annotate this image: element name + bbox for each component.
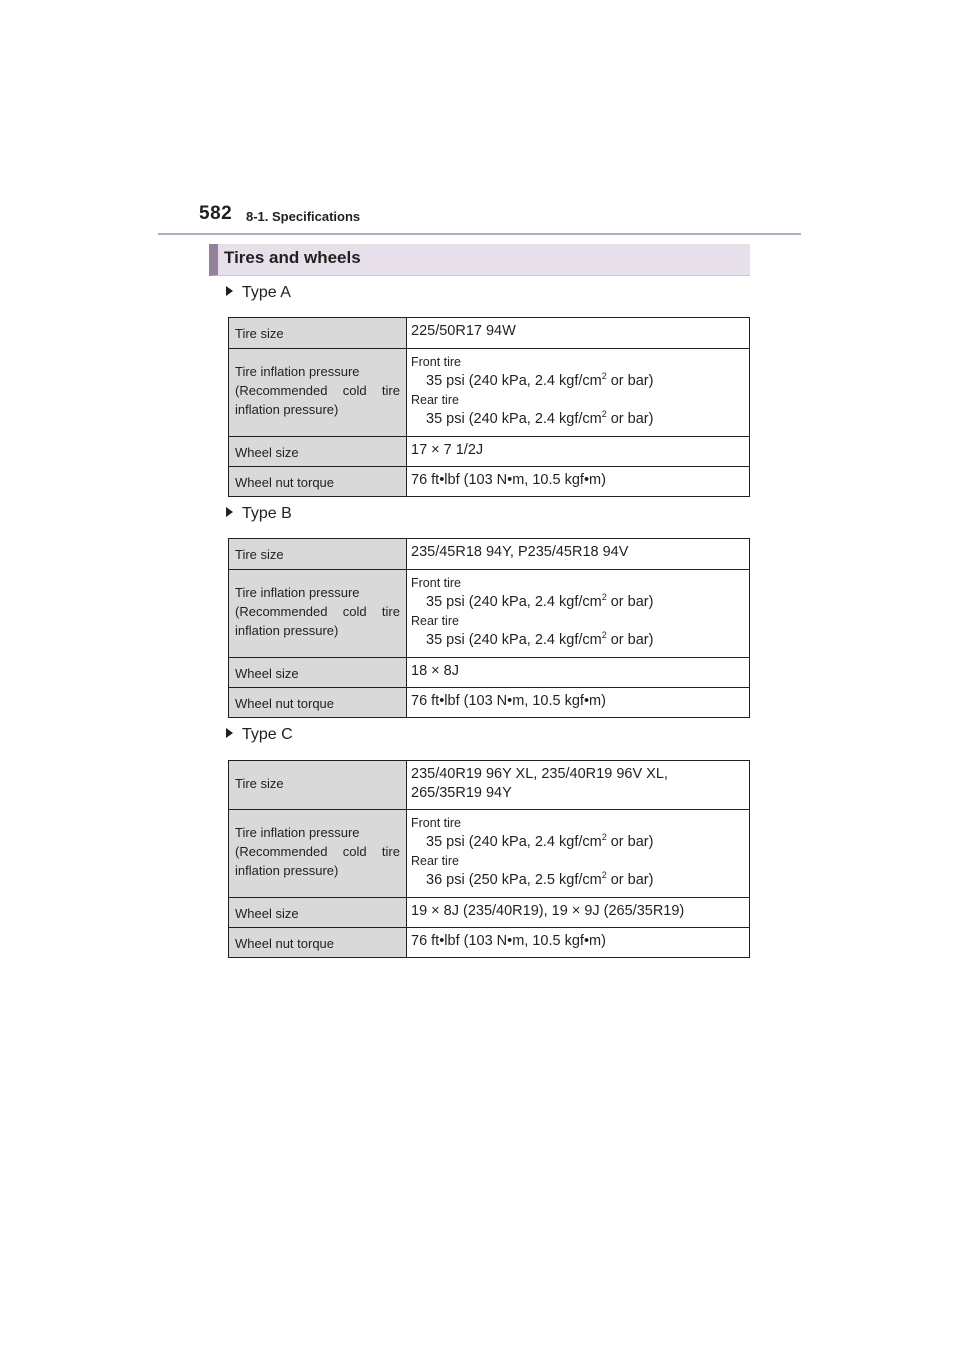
tire-size-value: 235/40R19 96Y XL, 235/40R19 96V XL, 265/35R19 94Y xyxy=(407,761,750,810)
table-row xyxy=(229,570,750,658)
rear-tire-pressure: 35 psi (240 kPa, 2.4 kgf/$cm^2$ or bar) xyxy=(426,630,654,648)
wheel-size-label: Wheel size xyxy=(229,658,407,688)
wheel-size-value: 17 × 7 1/2J xyxy=(407,437,750,467)
inflation-pressure-value: Front tire 35 psi (240 kPa, 2.4 kgf/$cm^2$ or bar) Rear tire 35 psi (240 kPa, 2.4 kgf/$cm^2$ or bar) xyxy=(407,349,750,437)
type-b-label: Type B xyxy=(226,505,292,523)
triangle-bullet-icon xyxy=(226,507,233,517)
type-b-spec-table xyxy=(228,538,750,718)
front-tire-pressure: 35 psi (240 kPa, 2.4 kgf/$cm^2$ or bar) xyxy=(426,371,654,389)
table-row xyxy=(229,467,750,497)
section-reference: 8-1. Specifications xyxy=(246,209,361,224)
wheel-size-label: Wheel size xyxy=(229,437,407,467)
type-c-spec-table xyxy=(228,760,750,958)
wheel-nut-torque-label: Wheel nut torque xyxy=(229,467,407,497)
table-row xyxy=(229,928,750,958)
tire-size-label: Tire size xyxy=(229,539,407,570)
inflation-pressure-value: Front tire 35 psi (240 kPa, 2.4 kgf/$cm^2$ or bar) Rear tire 36 psi (250 kPa, 2.5 kgf/$cm^2$ or bar) xyxy=(407,810,750,898)
table-row xyxy=(229,349,750,437)
triangle-bullet-icon xyxy=(226,286,233,296)
wheel-size-value: 18 × 8J xyxy=(407,658,750,688)
inflation-pressure-label: Tire inflation pressure (Recommended cold tire inflation pressure) xyxy=(229,349,407,437)
inflation-pressure-value: Front tire 35 psi (240 kPa, 2.4 kgf/$cm^2$ or bar) Rear tire 35 psi (240 kPa, 2.4 kgf/$cm^2$ or bar) xyxy=(407,570,750,658)
type-c-label: Type C xyxy=(226,726,293,744)
section-title: Tires and wheels xyxy=(224,248,361,267)
table-row xyxy=(229,437,750,467)
table-row xyxy=(229,318,750,349)
rear-tire-pressure: 36 psi (250 kPa, 2.5 kgf/$cm^2$ or bar) xyxy=(426,870,654,888)
front-tire-pressure: 35 psi (240 kPa, 2.4 kgf/$cm^2$ or bar) xyxy=(426,832,654,850)
tire-size-value: 235/45R18 94Y, P235/45R18 94V xyxy=(407,539,750,570)
wheel-size-value: 19 × 8J (235/40R19), 19 × 9J (265/35R19) xyxy=(407,898,750,928)
rear-tire-pressure: 35 psi (240 kPa, 2.4 kgf/$cm^2$ or bar) xyxy=(426,409,654,427)
section-heading-bar xyxy=(209,244,750,276)
table-row xyxy=(229,761,750,810)
type-a-spec-table xyxy=(228,317,750,497)
wheel-nut-torque-label: Wheel nut torque xyxy=(229,688,407,718)
table-row xyxy=(229,539,750,570)
triangle-bullet-icon xyxy=(226,728,233,738)
tire-size-value: 225/50R17 94W xyxy=(407,318,750,349)
table-row xyxy=(229,658,750,688)
front-tire-pressure: 35 psi (240 kPa, 2.4 kgf/$cm^2$ or bar) xyxy=(426,592,654,610)
inflation-pressure-label: Tire inflation pressure (Recommended cold tire inflation pressure) xyxy=(229,810,407,898)
table-row xyxy=(229,688,750,718)
tire-size-label: Tire size xyxy=(229,318,407,349)
wheel-nut-torque-value: 76 ft•lbf (103 N•m, 10.5 kgf•m) xyxy=(407,928,750,958)
header-divider xyxy=(158,233,801,235)
wheel-size-label: Wheel size xyxy=(229,898,407,928)
wheel-nut-torque-label: Wheel nut torque xyxy=(229,928,407,958)
table-row xyxy=(229,810,750,898)
type-a-label: Type A xyxy=(226,284,291,302)
wheel-nut-torque-value: 76 ft•lbf (103 N•m, 10.5 kgf•m) xyxy=(407,688,750,718)
page-number: 582 xyxy=(199,203,233,224)
inflation-pressure-label: Tire inflation pressure (Recommended cold tire inflation pressure) xyxy=(229,570,407,658)
wheel-nut-torque-value: 76 ft•lbf (103 N•m, 10.5 kgf•m) xyxy=(407,467,750,497)
tire-size-label: Tire size xyxy=(229,761,407,810)
table-row xyxy=(229,898,750,928)
